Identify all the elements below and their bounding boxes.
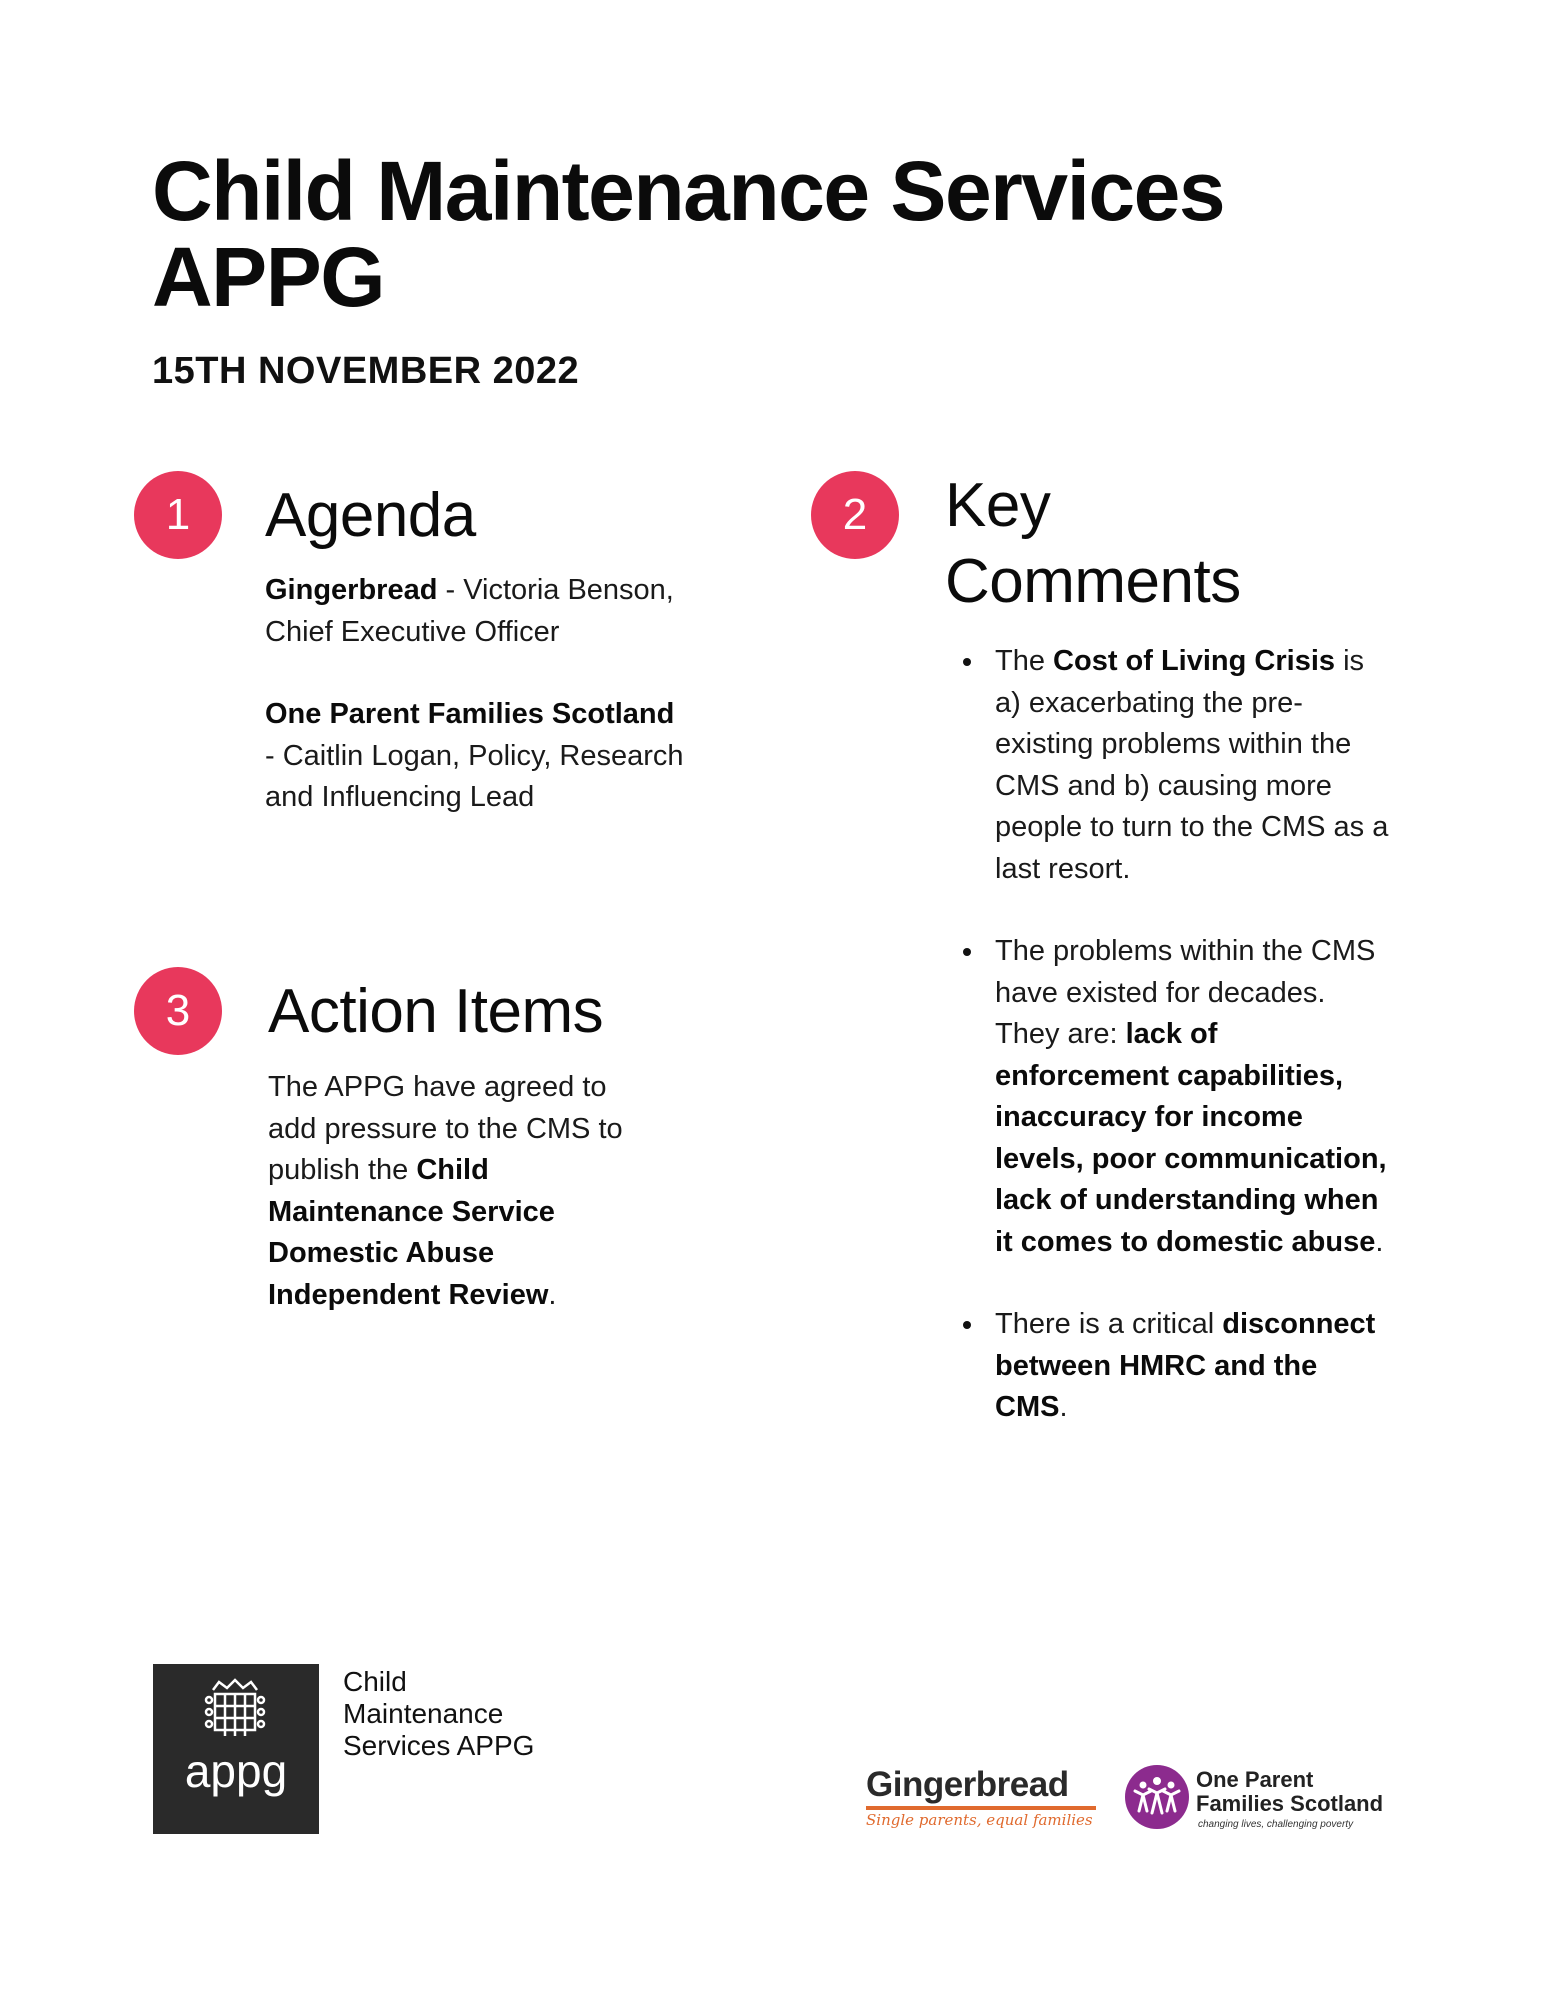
opfs-name-line-2: Families Scotland	[1196, 1791, 1384, 1816]
key-comment-cost-of-living	[963, 641, 1395, 890]
action-text-post: .	[548, 1278, 557, 1311]
opfs-tagline: changing lives, challenging poverty	[1198, 1819, 1354, 1830]
opfs-logo-name	[1196, 1768, 1383, 1816]
appg-logo	[153, 1664, 319, 1834]
key-comments-heading: Key Comments	[945, 471, 1241, 616]
agenda-item-gingerbread	[265, 570, 735, 653]
action-items-heading: Action Items	[268, 977, 604, 1046]
comment-1-pre: The	[995, 645, 1054, 677]
action-items-text	[268, 1067, 653, 1316]
appg-label-line-2: Maintenance	[343, 1698, 504, 1729]
agenda-item-opfs	[265, 694, 735, 819]
meeting-date: 15TH NOVEMBER 2022	[152, 350, 580, 392]
gingerbread-logo-name: Gingerbread	[866, 1765, 1069, 1804]
agenda-org-gingerbread: Gingerbread	[265, 574, 438, 606]
section-number-1: 1	[134, 471, 222, 559]
comment-3-post: .	[1059, 1391, 1068, 1423]
gingerbread-logo-underline	[866, 1806, 1096, 1810]
opfs-name-line-1: One Parent	[1196, 1767, 1314, 1792]
appg-label	[343, 1666, 534, 1762]
appg-label-line-1: Child	[343, 1666, 407, 1697]
comment-2-bold: lack of enforcement capabilities, inaccuracy for income levels, poor communication, lack of understanding when it comes to domestic abuse	[995, 1018, 1387, 1258]
appg-logo-word: appg	[184, 1745, 288, 1797]
key-comment-hmrc-disconnect	[963, 1304, 1395, 1429]
comment-2-pre: The problems within the CMS have existed for decades. They are:	[995, 935, 1376, 1050]
action-text-bold: Child Maintenance Service Domestic Abuse Independent Review	[268, 1154, 555, 1311]
agenda-speaker-2: - Caitlin Logan, Policy, Research and Influencing Lead	[265, 739, 684, 813]
section-number-2: 2	[811, 471, 899, 559]
page-title: Child Maintenance Services APPG	[152, 144, 1225, 324]
family-figures-icon	[1125, 1765, 1189, 1829]
portcullis-icon	[203, 1676, 267, 1744]
agenda-speaker-1: - Victoria Benson, Chief Executive Officer	[265, 574, 674, 648]
comment-2-post: .	[1375, 1225, 1384, 1258]
agenda-heading: Agenda	[265, 481, 476, 550]
opfs-logo-circle	[1125, 1765, 1189, 1829]
key-comment-cms-problems	[963, 931, 1395, 1263]
appg-label-line-3: Services APPG	[343, 1730, 535, 1761]
agenda-org-opfs: One Parent Families Scotland	[265, 698, 675, 730]
comment-3-bold: disconnect between HMRC and the CMS	[995, 1308, 1376, 1423]
comment-1-post: is a) exacerbating the pre-existing problems within the CMS and b) causing more people to turn to the CMS as a last resort.	[995, 645, 1389, 885]
action-text-pre: The APPG have agreed to add pressure to the CMS to publish the	[268, 1071, 623, 1186]
comment-1-bold: Cost of Living Crisis	[1053, 645, 1336, 677]
comment-3-pre: There is a critical	[995, 1308, 1223, 1340]
gingerbread-tagline: Single parents, equal families	[866, 1811, 1093, 1829]
section-number-3: 3	[134, 967, 222, 1055]
key-comments-list	[963, 641, 1395, 1470]
